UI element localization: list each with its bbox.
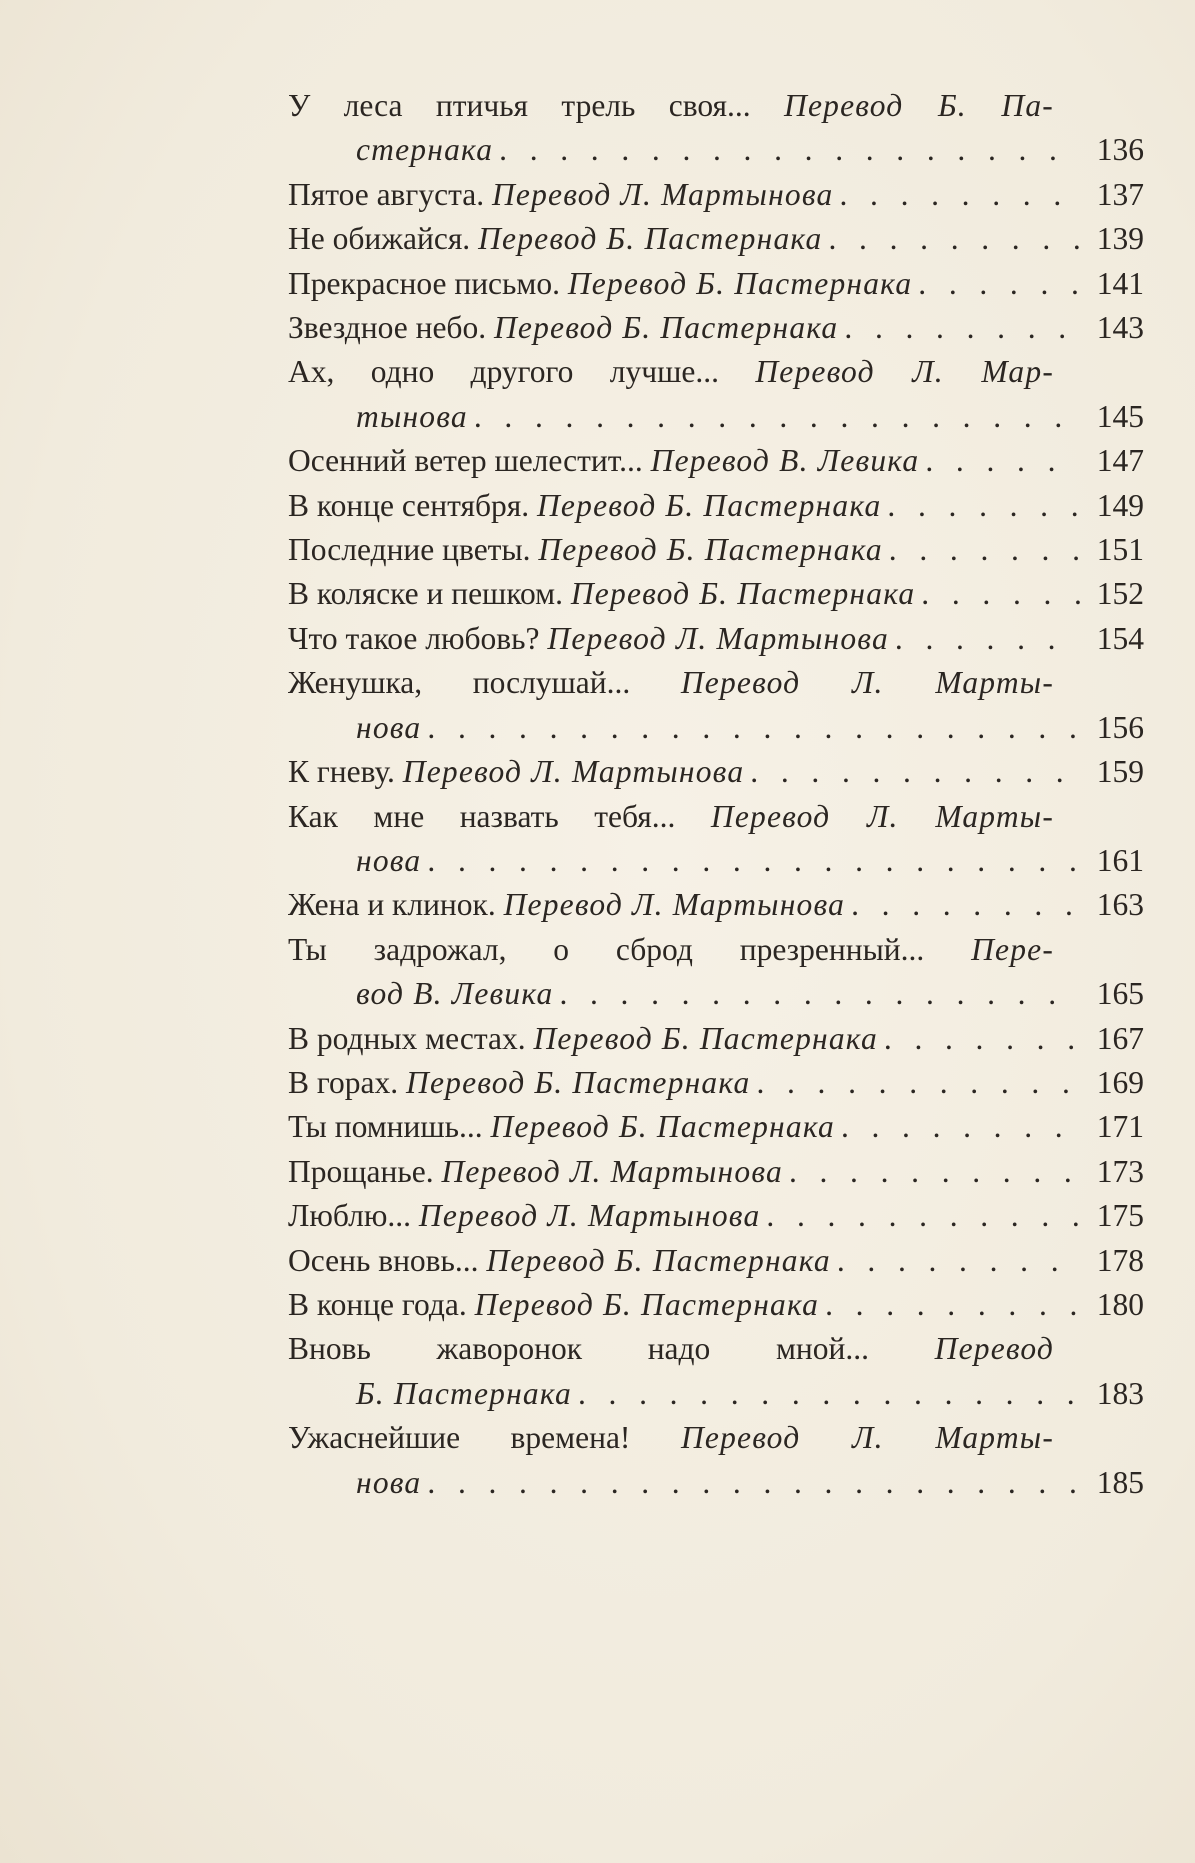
toc-entry (288, 484, 1144, 528)
entry-translator: Перевод Л. Мартынова (418, 1198, 761, 1234)
dot-leader (750, 750, 1080, 794)
dot-leader (578, 1372, 1080, 1416)
entry-translator: Перевод (934, 1331, 1055, 1367)
table-of-contents (288, 84, 1144, 1505)
page-number: 151 (1096, 532, 1144, 568)
toc-entry (288, 217, 1144, 261)
entry-translator: Перевод Б. Пастернака (490, 1109, 835, 1145)
page-number: 149 (1096, 487, 1144, 523)
entry-first-line (288, 661, 1054, 705)
entry-translator-continued: нова (356, 842, 422, 878)
entry-text (288, 306, 838, 350)
dot-leader (829, 217, 1081, 261)
page-number: 141 (1096, 265, 1144, 301)
entry-translator: Пере- (971, 931, 1055, 967)
toc-entry (288, 350, 1144, 439)
entry-title: Последние цветы. (288, 532, 531, 568)
entry-translator: Перевод Л. Мар- (755, 354, 1055, 390)
entry-title: Жена и клинок. (288, 887, 496, 923)
entry-text (288, 1283, 819, 1327)
page-number: 171 (1096, 1109, 1144, 1145)
dot-leader (766, 1194, 1080, 1238)
dot-leader (841, 1105, 1080, 1149)
entry-title: Что такое любовь? (288, 620, 540, 656)
toc-entry (288, 617, 1144, 661)
page-number: 175 (1096, 1198, 1144, 1234)
page-number: 143 (1096, 310, 1144, 346)
entry-translator: Перевод Л. Мартынова (547, 620, 889, 656)
dot-leader (474, 395, 1080, 439)
page-number: 147 (1096, 443, 1144, 479)
page-number: 165 (1096, 976, 1144, 1012)
entry-title: Прекрасное письмо. (288, 265, 560, 301)
toc-entry (288, 572, 1144, 616)
entry-title: Вновь жаворонок надо мной... (288, 1331, 869, 1367)
page-number: 159 (1096, 754, 1144, 790)
entry-title: В конце года. (288, 1286, 467, 1322)
entry-text (288, 173, 833, 217)
dot-leader (851, 883, 1080, 927)
entry-text (288, 217, 823, 261)
toc-entry (288, 1150, 1144, 1194)
entry-title: К гневу. (288, 754, 395, 790)
entry-title: Прощанье. (288, 1153, 434, 1189)
entry-text (288, 572, 915, 616)
toc-entry (288, 883, 1144, 927)
entry-title: Звездное небо. (288, 310, 487, 346)
entry-title: Осенний ветер шелестит... (288, 443, 643, 479)
page-number: 178 (1096, 1242, 1144, 1278)
entry-text (288, 262, 912, 306)
entry-text (288, 1017, 878, 1061)
entry-first-line (288, 84, 1054, 128)
entry-second-line (288, 706, 1144, 750)
entry-title: Люблю... (288, 1198, 412, 1234)
entry-translator-continued: вод В. Левика (356, 976, 554, 1012)
dot-leader (839, 173, 1080, 217)
entry-translator: Перевод Л. Мартынова (402, 754, 745, 790)
dot-leader (844, 306, 1080, 350)
entry-title: Ужаснейшие времена! (288, 1420, 631, 1456)
dot-leader (756, 1061, 1080, 1105)
page-number: 183 (1096, 1375, 1144, 1411)
entry-translator: Перевод Б. Пастернака (478, 221, 823, 257)
dot-leader (884, 1017, 1080, 1061)
toc-entry (288, 1194, 1144, 1238)
dot-leader (925, 439, 1080, 483)
toc-entry (288, 528, 1144, 572)
toc-entry (288, 1061, 1144, 1105)
toc-entry (288, 1105, 1144, 1149)
page-number: 185 (1096, 1464, 1144, 1500)
toc-entry (288, 928, 1144, 1017)
entry-translator-continued: стернака (356, 132, 494, 168)
dot-leader (559, 972, 1080, 1016)
toc-entry (288, 1239, 1144, 1283)
entry-translator: Перевод Б. Пастернака (533, 1020, 878, 1056)
entry-translator: Перевод Б. Пастернака (567, 265, 913, 301)
entry-translator: Перевод В. Левика (650, 443, 920, 479)
entry-title: В горах. (288, 1064, 399, 1100)
dot-leader (499, 128, 1080, 172)
entry-second-line (288, 1372, 1144, 1416)
entry-second-line (288, 128, 1144, 172)
page-number: 167 (1096, 1020, 1144, 1056)
entry-translator: Перевод Б. Пастернака (493, 310, 839, 346)
toc-entry (288, 306, 1144, 350)
entry-title: Осень вновь... (288, 1242, 479, 1278)
entry-title: У леса птичья трель своя... (288, 88, 751, 123)
entry-title: Не обижайся. (288, 221, 471, 257)
toc-entry (288, 1327, 1144, 1416)
dot-leader (825, 1283, 1080, 1327)
entry-translator-continued: нова (356, 709, 422, 745)
dot-leader (889, 528, 1080, 572)
toc-entry (288, 262, 1144, 306)
dot-leader (921, 572, 1080, 616)
entry-text (288, 484, 881, 528)
dot-leader (918, 262, 1080, 306)
page-number: 180 (1096, 1286, 1144, 1322)
page-number: 154 (1096, 620, 1144, 656)
entry-title: В родных местах. (288, 1020, 526, 1056)
page-number: 161 (1096, 842, 1144, 878)
entry-translator: Перевод Б. Пастернака (486, 1242, 831, 1278)
entry-title: Ты помнишь... (288, 1109, 483, 1145)
entry-translator: Перевод Б. Пастернака (536, 487, 882, 523)
dot-leader (789, 1150, 1080, 1194)
entry-first-line (288, 795, 1054, 839)
toc-entry (288, 750, 1144, 794)
dot-leader (427, 1461, 1080, 1505)
page-number: 156 (1096, 709, 1144, 745)
toc-entry (288, 1283, 1144, 1327)
entry-translator: Перевод Б. Пастернака (406, 1064, 751, 1100)
page-number: 169 (1096, 1064, 1144, 1100)
dot-leader (427, 839, 1080, 883)
entry-title: Женушка, послушай... (288, 665, 631, 701)
entry-text (288, 439, 919, 483)
page-number: 152 (1096, 576, 1144, 612)
entry-translator: Перевод Б. Пастернака (474, 1286, 820, 1322)
page-number: 136 (1096, 132, 1144, 168)
toc-entry (288, 173, 1144, 217)
entry-translator: Перевод Б. Па- (784, 88, 1054, 123)
entry-translator: Перевод Л. Мартынова (441, 1153, 783, 1189)
entry-translator: Перевод Л. Мартынова (491, 176, 834, 212)
toc-entry (288, 795, 1144, 884)
entry-second-line (288, 839, 1144, 883)
entry-title: Пятое августа. (288, 176, 485, 212)
entry-title: В коляске и пешком. (288, 576, 563, 612)
dot-leader (837, 1239, 1080, 1283)
page-number: 145 (1096, 398, 1144, 434)
entry-first-line (288, 928, 1054, 972)
toc-entry (288, 1416, 1144, 1505)
entry-second-line (288, 972, 1144, 1016)
entry-text (288, 1105, 835, 1149)
entry-text (288, 1194, 760, 1238)
page-number: 137 (1096, 176, 1144, 212)
entry-second-line (288, 1461, 1144, 1505)
entry-second-line (288, 395, 1144, 439)
entry-translator-continued: нова (356, 1464, 422, 1500)
entry-translator-continued: Б. Пастернака (356, 1375, 572, 1411)
entry-text (288, 1239, 831, 1283)
dot-leader (895, 617, 1080, 661)
entry-text (288, 883, 845, 927)
entry-translator: Перевод Л. Мартынова (503, 887, 846, 923)
entry-translator: Перевод Л. Марты- (680, 665, 1055, 701)
page-number: 139 (1096, 221, 1144, 257)
entry-translator: Перевод Б. Пастернака (570, 576, 916, 612)
toc-entry (288, 661, 1144, 750)
entry-title: Ах, одно другого лучше... (288, 354, 719, 390)
entry-first-line (288, 1416, 1054, 1460)
entry-text (288, 617, 889, 661)
entry-translator: Перевод Б. Пастернака (538, 532, 883, 568)
toc-entry (288, 84, 1144, 173)
entry-translator-continued: тынова (356, 398, 468, 434)
page-number: 173 (1096, 1153, 1144, 1189)
entry-title: Ты задрожал, о сброд презренный... (288, 931, 925, 967)
entry-title: В конце сентября. (288, 487, 530, 523)
page-number: 163 (1096, 887, 1144, 923)
toc-entry (288, 1017, 1144, 1061)
entry-first-line (288, 350, 1054, 394)
toc-entry (288, 439, 1144, 483)
entry-title: Как мне назвать тебя... (288, 798, 676, 834)
entry-text (288, 750, 744, 794)
entry-translator: Перевод Л. Марты- (680, 1420, 1055, 1456)
entry-translator: Перевод Л. Марты- (710, 798, 1055, 834)
entry-text (288, 528, 883, 572)
entry-first-line (288, 1327, 1054, 1371)
dot-leader (887, 484, 1080, 528)
entry-text (288, 1061, 750, 1105)
dot-leader (427, 706, 1080, 750)
entry-text (288, 1150, 783, 1194)
